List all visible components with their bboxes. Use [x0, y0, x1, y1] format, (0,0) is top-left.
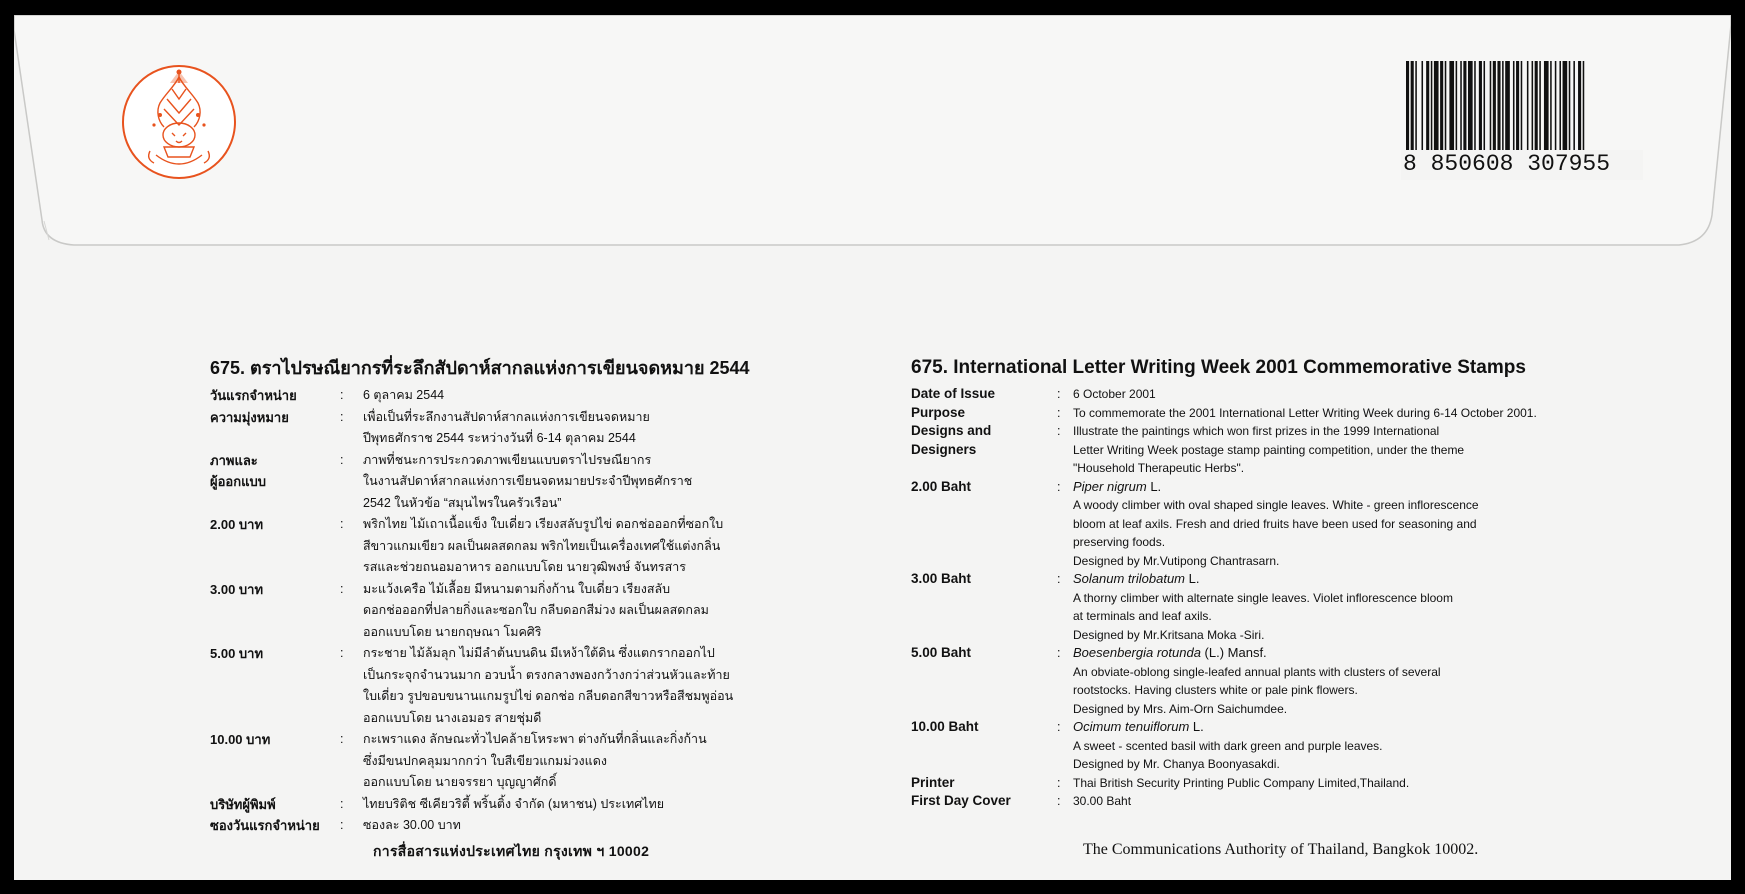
- separator-colon: :: [340, 581, 344, 596]
- thai-detail-label: ซองวันแรกจำหน่าย: [210, 818, 320, 833]
- english-detail-value: To commemorate the 2001 International Letter Writing Week during 6-14 October 2001.: [1073, 405, 1537, 420]
- separator-colon: :: [1057, 794, 1061, 808]
- envelope-back: [14, 15, 1731, 880]
- thai-detail-label: 2.00 บาท: [210, 517, 264, 532]
- english-detail-value: Thai British Security Printing Public Company Limited,Thailand.: [1073, 775, 1410, 790]
- english-detail-label: 3.00 Baht: [911, 571, 972, 586]
- thai-heading: 675. ตราไปรษณียากรที่ระลึกสัปดาห์สากลแห่งการเขียนจดหมาย 2544: [210, 358, 750, 378]
- separator-colon: :: [1057, 646, 1061, 660]
- thai-detail-row: [210, 514, 810, 579]
- thai-footer-address: การสื่อสารแห่งประเทศไทย กรุงเทพ ฯ 10002: [373, 843, 650, 859]
- thai-detail-label: วันแรกจำหน่าย: [210, 388, 297, 403]
- thai-detail-value: กระชาย ไม้ล้มลุก ไม่มีลำต้นบนดิน มีเหง้าใต้ดิน ซึ่งแตกรากออกไป เป็นกระจุกจำนวนมาก อวบน้ำ ตรงกลางพองกว้างกว่าส่วนหัวและท้าย ใบเดี่ยว รูปขอบขนานแกมรูปไข่ ดอกช่อ กลีบดอกสีขาวหรือสีชมพูอ่อน ออกแบบโดย นางเอมอร สายชุ่มดี: [363, 646, 734, 725]
- english-detail-value: Illustrate the paintings which won first prizes in the 1999 International Letter Writing Week postage stamp painting competition, under the theme "Household Therapeutic Herbs".: [1073, 424, 1465, 475]
- english-detail-row: [911, 404, 1631, 423]
- species-name: Solanum trilobatum: [1073, 571, 1185, 586]
- barcode-digits: 8 850608 307955: [1401, 150, 1643, 180]
- english-detail-label: 10.00 Baht: [911, 719, 979, 734]
- thai-detail-label: ความมุ่งหมาย: [210, 409, 289, 425]
- english-detail-row: [911, 422, 1631, 478]
- thai-detail-value: ซองละ 30.00 บาท: [363, 818, 461, 832]
- thai-detail-value: ไทยบริติช ซีเคียวริตี้ พริ้นติ้ง จำกัด (มหาชน) ประเทศไทย: [363, 796, 665, 811]
- species-name: Piper nigrum: [1073, 478, 1147, 494]
- english-detail-value: Ocimum tenuiflorum L. A sweet - scented basil with dark green and purple leaves. Designed by Mr. Chanya Boonyasakdi.: [1073, 719, 1383, 771]
- thai-detail-row: [210, 729, 810, 794]
- separator-colon: :: [340, 646, 344, 660]
- thai-detail-label: บริษัทผู้พิมพ์: [210, 796, 276, 812]
- thai-detail-row: [210, 407, 810, 450]
- separator-colon: :: [1057, 405, 1061, 420]
- english-detail-row: [911, 774, 1631, 793]
- english-detail-label: 2.00 Baht: [911, 478, 972, 494]
- thai-detail-value: มะแว้งเครือ ไม้เลื้อย มีหนามตามกิ่งก้าน ใบเดี่ยว เรียงสลับ ดอกช่อออกที่ปลายกิ่งและซอกใบ กลีบดอกสีม่วง ผลเป็นผลสดกลม ออกแบบโดย นายกฤษณา โมคศิริ: [363, 581, 709, 639]
- separator-colon: :: [1057, 424, 1061, 438]
- thai-detail-row: [210, 450, 810, 515]
- english-detail-row: [911, 718, 1631, 774]
- separator-colon: :: [340, 818, 344, 832]
- english-detail-value: 30.00 Baht: [1073, 794, 1132, 808]
- separator-colon: :: [1057, 387, 1061, 401]
- thai-detail-value: เพื่อเป็นที่ระลึกงานสัปดาห์สากลแห่งการเขียนจดหมาย ปีพุทธศักราช 2544 ระหว่างวันที่ 6-14 ตุลาคม 2544: [363, 409, 650, 445]
- english-detail-value: 6 October 2001: [1073, 387, 1156, 401]
- species-name: Boesenbergia rotunda: [1073, 645, 1201, 660]
- english-detail-row: [911, 478, 1631, 571]
- separator-colon: :: [1057, 572, 1061, 586]
- cat-emblem-seal: [120, 63, 238, 181]
- thai-detail-row: [210, 579, 810, 644]
- thai-description: [210, 355, 810, 837]
- separator-colon: :: [340, 388, 344, 402]
- english-detail-value: Piper nigrum L. A woody climber with oval shaped single leaves. White - green inflorescence bloom at leaf axils. Fresh and dried fruits have been used for seasoning and preserving foods. Designed by Mr.Vutipong Chantrasarn.: [1073, 478, 1479, 568]
- thai-detail-label: 10.00 บาท: [210, 732, 271, 747]
- species-author: L.: [1189, 719, 1204, 734]
- thai-detail-row: [210, 385, 810, 407]
- english-detail-label: 5.00 Baht: [911, 645, 972, 660]
- english-detail-row: [911, 792, 1631, 811]
- separator-colon: :: [1057, 775, 1061, 790]
- english-detail-label: Designs and Designers: [911, 423, 992, 457]
- english-footer-address: The Communications Authority of Thailand, Bangkok 10002.: [1083, 841, 1479, 858]
- english-heading: 675. International Letter Writing Week 2001 Commemorative Stamps: [911, 357, 1526, 378]
- species-author: L.: [1146, 478, 1162, 494]
- thai-detail-row: [210, 794, 810, 816]
- english-detail-list: [911, 385, 1631, 811]
- thai-detail-row: [210, 643, 810, 729]
- thai-detail-label: ภาพและ ผู้ออกแบบ: [210, 452, 266, 489]
- thai-detail-value: พริกไทย ไม้เถาเนื้อแข็ง ใบเดี่ยว เรียงสลับรูปไข่ ดอกช่อออกที่ซอกใบ สีขาวแกมเขียว ผลเป็นผลสดกลม พริกไทยเป็นเครื่องเทศใช้แต่งกลิ่น รสและช่วยถนอมอาหาร ออกแบบโดย นายวุฒิพงษ์ จันทรสาร: [363, 517, 724, 574]
- thai-detail-list: [210, 385, 810, 837]
- english-detail-label: First Day Cover: [911, 793, 1011, 808]
- thai-detail-label: 3.00 บาท: [210, 581, 264, 597]
- thai-detail-label: 5.00 บาท: [210, 646, 264, 661]
- english-detail-label: Date of Issue: [911, 386, 996, 401]
- thai-detail-value: 6 ตุลาคม 2544: [363, 388, 445, 402]
- english-detail-value: Solanum trilobatum L. A thorny climber with alternate single leaves. Violet inflorescence bloom at terminals and leaf axils. Designed by Mr.Kritsana Moka -Siri.: [1073, 571, 1453, 642]
- species-name: Ocimum tenuiflorum: [1073, 719, 1190, 734]
- english-description: [911, 355, 1631, 811]
- english-detail-row: [911, 644, 1631, 718]
- species-author: (L.) Mansf.: [1200, 645, 1267, 660]
- english-detail-row: [911, 385, 1631, 404]
- species-author: L.: [1185, 571, 1200, 586]
- english-detail-label: Printer: [911, 774, 955, 790]
- separator-colon: :: [340, 796, 344, 811]
- separator-colon: :: [340, 452, 344, 467]
- thai-detail-row: [210, 815, 810, 837]
- thai-detail-value: กะเพราแดง ลักษณะทั่วไปคล้ายโหระพา ต่างกันที่กลิ่นและกิ่งก้าน ซึ่งมีขนปกคลุมมากกว่า ใบสีเขียวแกมม่วงแดง ออกแบบโดย นายจรรยา บุญญาศักดิ์: [363, 732, 707, 789]
- thai-detail-value: ภาพที่ชนะการประกวดภาพเขียนแบบตราไปรษณียากร ในงานสัปดาห์สากลแห่งการเขียนจดหมายประจำปีพุทธศักราช 2542 ในหัวข้อ “สมุนไพรในครัวเรือน”: [363, 452, 693, 510]
- separator-colon: :: [1057, 479, 1061, 494]
- separator-colon: :: [340, 732, 344, 746]
- english-detail-label: Purpose: [911, 404, 966, 420]
- separator-colon: :: [340, 409, 344, 424]
- english-detail-row: [911, 570, 1631, 644]
- english-detail-value: Boesenbergia rotunda (L.) Mansf. An obviate-oblong single-leafed annual plants with clusters of several rootstocks. Having clusters white or pale pink flowers. Designed by Mrs. Aim-Orn Saichumdee.: [1073, 645, 1441, 716]
- separator-colon: :: [340, 517, 344, 531]
- separator-colon: :: [1057, 720, 1061, 734]
